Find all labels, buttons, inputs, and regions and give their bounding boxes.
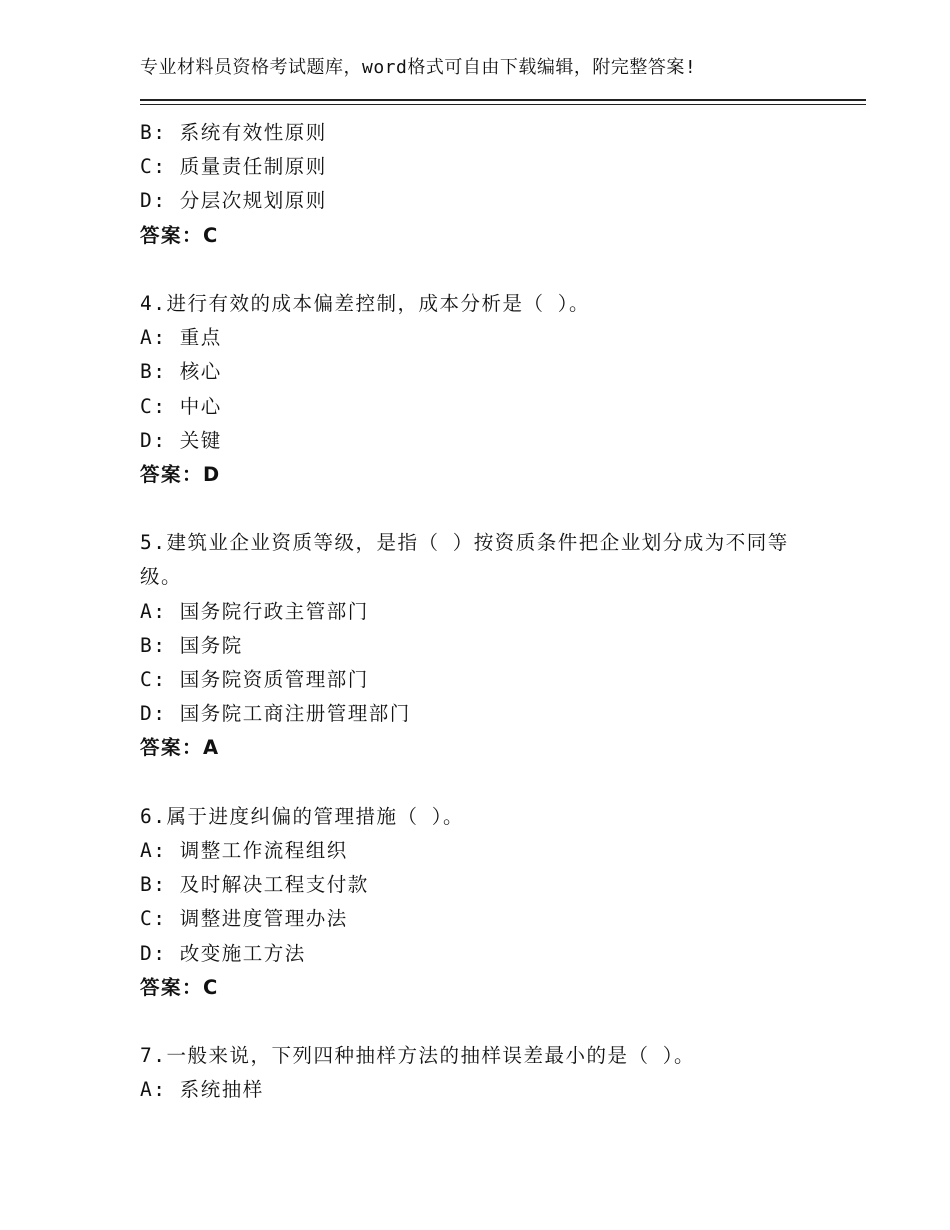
spacer [140, 1005, 840, 1039]
option-a: A: 系统抽样 [140, 1078, 264, 1102]
option-d: D: 分层次规划原则 [140, 189, 327, 213]
question-text: 5.建筑业企业资质等级，是指（ ）按资质条件把企业划分成为不同等 [140, 531, 789, 555]
page-header: 专业材料员资格考试题库，word格式可自由下载编辑，附完整答案! [140, 57, 697, 78]
answer-line: 答案：C [140, 223, 219, 247]
question-4-block [140, 287, 840, 492]
question-3-block [140, 116, 840, 253]
option-d: D: 改变施工方法 [140, 941, 306, 965]
option-c: C: 调整进度管理办法 [140, 907, 348, 931]
answer-line: 答案：A [140, 736, 220, 760]
option-b: B: 国务院 [140, 633, 243, 657]
question-6-block [140, 800, 840, 1005]
question-text: 7.一般来说，下列四种抽样方法的抽样误差最小的是（ ）。 [140, 1044, 695, 1068]
option-b: B: 及时解决工程支付款 [140, 873, 369, 897]
option-b: B: 核心 [140, 360, 222, 384]
option-c: C: 中心 [140, 394, 222, 418]
option-a: A: 重点 [140, 326, 222, 350]
spacer [140, 492, 840, 526]
question-text: 4.进行有效的成本偏差控制，成本分析是（ ）。 [140, 291, 590, 315]
spacer [140, 253, 840, 287]
option-c: C: 质量责任制原则 [140, 155, 327, 179]
option-d: D: 国务院工商注册管理部门 [140, 702, 411, 726]
answer-line: 答案：D [140, 462, 221, 486]
option-a: A: 国务院行政主管部门 [140, 599, 369, 623]
question-list [140, 116, 840, 1107]
option-c: C: 国务院资质管理部门 [140, 668, 369, 691]
option-b: B: 系统有效性原则 [140, 121, 327, 144]
question-text: 6.属于进度纠偏的管理措施（ ）。 [140, 804, 464, 828]
spacer [140, 766, 840, 800]
option-a: A: 调整工作流程组织 [140, 838, 348, 862]
header-divider [140, 99, 866, 105]
answer-line: 答案：C [140, 975, 219, 999]
question-text-continued: 级。 [140, 565, 183, 589]
question-5-block [140, 526, 840, 765]
question-7-block [140, 1039, 840, 1107]
option-d: D: 关键 [140, 428, 222, 452]
